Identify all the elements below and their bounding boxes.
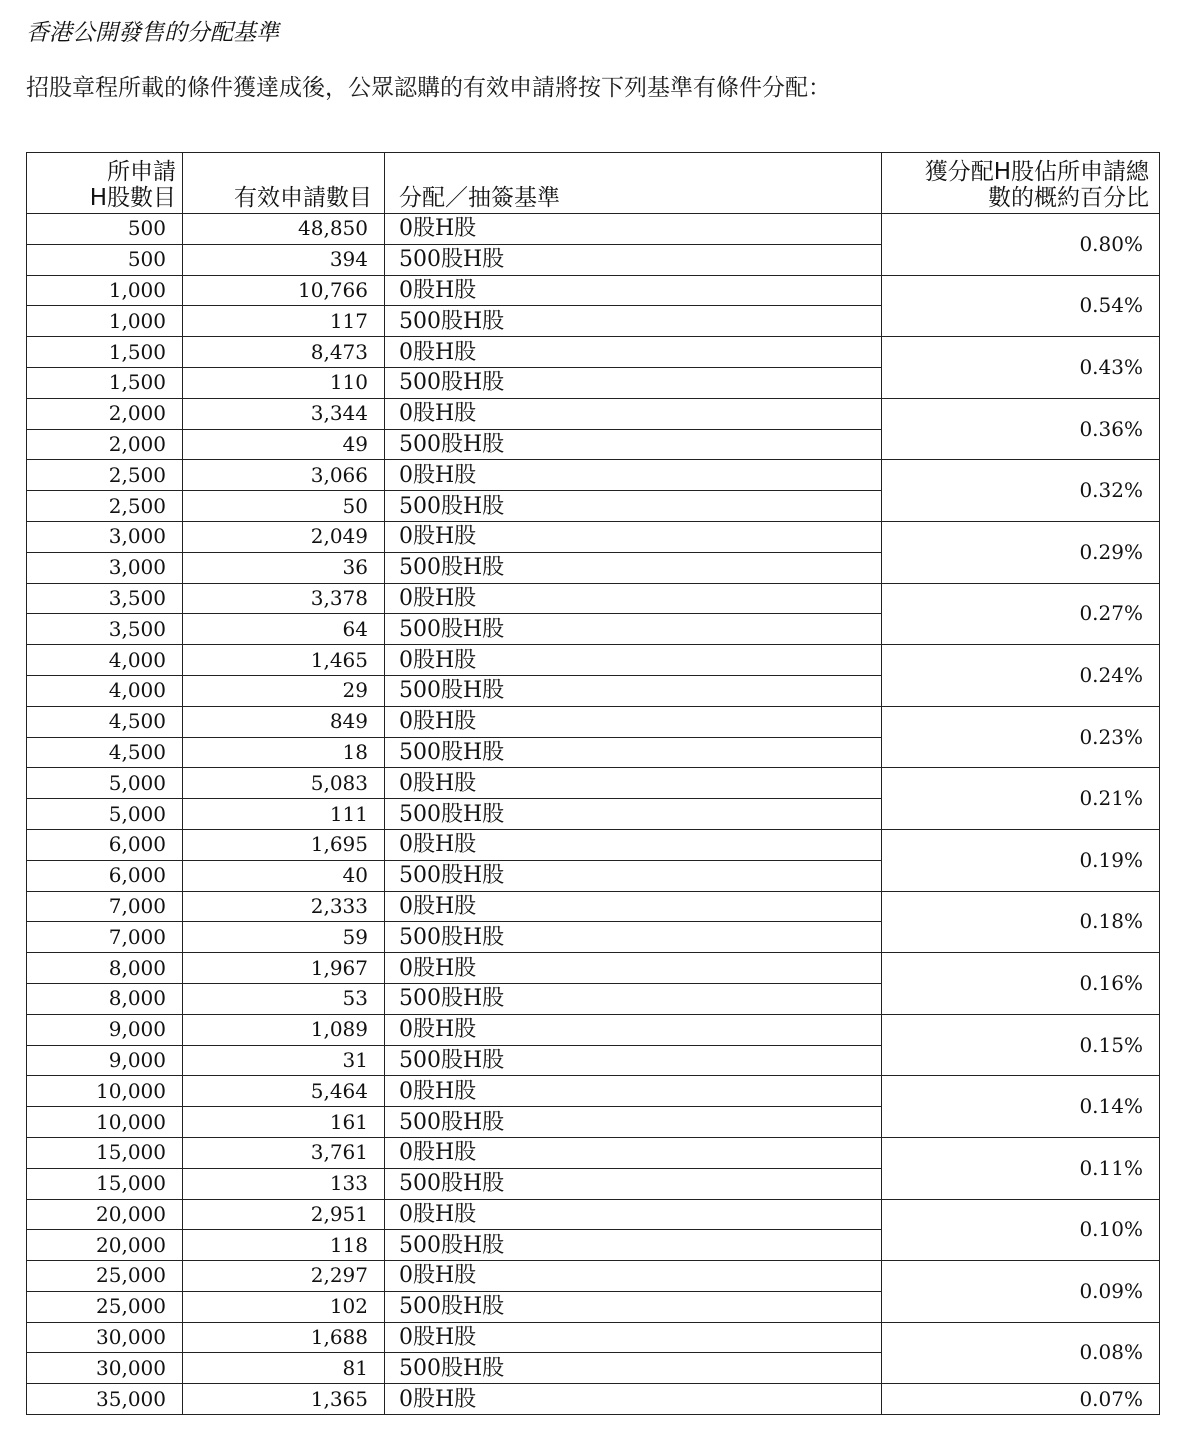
- allocation-basis-cell: 0股H股: [385, 337, 882, 368]
- allocation-basis-cell: 500股H股: [385, 306, 882, 337]
- approx-percentage-cell: 0.80%: [882, 214, 1160, 276]
- allocation-basis-cell: 0股H股: [385, 953, 882, 984]
- applied-shares-cell: 9,000: [27, 1014, 183, 1045]
- table-header: [27, 153, 1160, 214]
- valid-applications-cell: 29: [183, 675, 385, 706]
- approx-percentage-cell: 0.08%: [882, 1322, 1160, 1384]
- table-row: [27, 953, 1160, 984]
- approx-percentage-cell: 0.14%: [882, 1076, 1160, 1138]
- approx-percentage-cell: 0.11%: [882, 1137, 1160, 1199]
- approx-percentage-cell: 0.32%: [882, 460, 1160, 522]
- approx-percentage-cell: 0.43%: [882, 337, 1160, 399]
- table-row: [27, 706, 1160, 737]
- applied-shares-cell: 7,000: [27, 922, 183, 953]
- applied-shares-cell: 2,000: [27, 429, 183, 460]
- header-approx-percentage: [882, 153, 1160, 214]
- applied-shares-cell: 25,000: [27, 1261, 183, 1292]
- applied-shares-cell: 1,000: [27, 275, 183, 306]
- approx-percentage-cell: 0.15%: [882, 1014, 1160, 1076]
- header-applied-line1: 所申請: [107, 159, 176, 185]
- applied-shares-cell: 6,000: [27, 829, 183, 860]
- valid-applications-cell: 394: [183, 244, 385, 275]
- valid-applications-cell: 1,365: [183, 1384, 385, 1415]
- table-row: [27, 768, 1160, 799]
- allocation-basis-cell: 0股H股: [385, 1137, 882, 1168]
- valid-applications-cell: 849: [183, 706, 385, 737]
- applied-shares-cell: 6,000: [27, 860, 183, 891]
- applied-shares-cell: 7,000: [27, 891, 183, 922]
- valid-applications-cell: 1,967: [183, 953, 385, 984]
- allocation-basis-cell: 0股H股: [385, 521, 882, 552]
- valid-applications-cell: 117: [183, 306, 385, 337]
- valid-applications-cell: 48,850: [183, 214, 385, 245]
- header-row: [27, 153, 1160, 214]
- table-row: [27, 1322, 1160, 1353]
- applied-shares-cell: 2,500: [27, 491, 183, 522]
- applied-shares-cell: 4,500: [27, 706, 183, 737]
- valid-applications-cell: 5,464: [183, 1076, 385, 1107]
- applied-shares-cell: 3,500: [27, 614, 183, 645]
- table-row: [27, 337, 1160, 368]
- header-percent-line2: 數的概約百分比: [988, 185, 1149, 211]
- applied-shares-cell: 20,000: [27, 1199, 183, 1230]
- applied-shares-cell: 10,000: [27, 1107, 183, 1138]
- allocation-basis-cell: 0股H股: [385, 583, 882, 614]
- allocation-basis-cell: 0股H股: [385, 1014, 882, 1045]
- approx-percentage-cell: 0.27%: [882, 583, 1160, 645]
- approx-percentage-cell: 0.29%: [882, 521, 1160, 583]
- applied-shares-cell: 1,500: [27, 367, 183, 398]
- valid-applications-cell: 64: [183, 614, 385, 645]
- table-row: [27, 583, 1160, 614]
- valid-applications-cell: 2,049: [183, 521, 385, 552]
- applied-shares-cell: 3,000: [27, 521, 183, 552]
- applied-shares-cell: 35,000: [27, 1384, 183, 1415]
- applied-shares-cell: 20,000: [27, 1230, 183, 1261]
- table-row: [27, 891, 1160, 922]
- allocation-basis-cell: 500股H股: [385, 1107, 882, 1138]
- applied-shares-cell: 30,000: [27, 1322, 183, 1353]
- allocation-basis-cell: 0股H股: [385, 645, 882, 676]
- approx-percentage-cell: 0.18%: [882, 891, 1160, 953]
- allocation-basis-cell: 0股H股: [385, 214, 882, 245]
- valid-applications-cell: 10,766: [183, 275, 385, 306]
- header-valid-applications: 有效申請數目: [183, 153, 385, 214]
- allocation-basis-cell: 0股H股: [385, 706, 882, 737]
- valid-applications-cell: 102: [183, 1291, 385, 1322]
- allocation-basis-cell: 500股H股: [385, 367, 882, 398]
- header-allocation-basis: 分配／抽簽基準: [385, 153, 882, 214]
- valid-applications-cell: 50: [183, 491, 385, 522]
- allocation-basis-cell: 0股H股: [385, 1261, 882, 1292]
- allocation-basis-cell: 500股H股: [385, 244, 882, 275]
- applied-shares-cell: 3,500: [27, 583, 183, 614]
- table-body: [27, 214, 1160, 1415]
- valid-applications-cell: 3,378: [183, 583, 385, 614]
- allocation-basis-cell: 500股H股: [385, 922, 882, 953]
- valid-applications-cell: 161: [183, 1107, 385, 1138]
- table-row: [27, 275, 1160, 306]
- allocation-basis-cell: 500股H股: [385, 552, 882, 583]
- valid-applications-cell: 3,344: [183, 398, 385, 429]
- valid-applications-cell: 31: [183, 1045, 385, 1076]
- approx-percentage-cell: 0.07%: [882, 1384, 1160, 1415]
- applied-shares-cell: 4,000: [27, 675, 183, 706]
- allocation-basis-cell: 0股H股: [385, 1076, 882, 1107]
- allocation-basis-cell: 500股H股: [385, 1353, 882, 1384]
- allocation-basis-cell: 0股H股: [385, 768, 882, 799]
- valid-applications-cell: 18: [183, 737, 385, 768]
- table-row: [27, 1384, 1160, 1415]
- valid-applications-cell: 133: [183, 1168, 385, 1199]
- allocation-basis-cell: 500股H股: [385, 1168, 882, 1199]
- table-row: [27, 1014, 1160, 1045]
- allocation-basis-cell: 500股H股: [385, 429, 882, 460]
- applied-shares-cell: 1,500: [27, 337, 183, 368]
- valid-applications-cell: 3,761: [183, 1137, 385, 1168]
- table-row: [27, 1199, 1160, 1230]
- table-row: [27, 1137, 1160, 1168]
- valid-applications-cell: 5,083: [183, 768, 385, 799]
- applied-shares-cell: 1,000: [27, 306, 183, 337]
- allocation-basis-cell: 500股H股: [385, 983, 882, 1014]
- applied-shares-cell: 8,000: [27, 983, 183, 1014]
- valid-applications-cell: 1,695: [183, 829, 385, 860]
- valid-applications-cell: 36: [183, 552, 385, 583]
- approx-percentage-cell: 0.10%: [882, 1199, 1160, 1261]
- approx-percentage-cell: 0.16%: [882, 953, 1160, 1015]
- allocation-table: [26, 152, 1160, 1415]
- valid-applications-cell: 2,333: [183, 891, 385, 922]
- valid-applications-cell: 3,066: [183, 460, 385, 491]
- applied-shares-cell: 9,000: [27, 1045, 183, 1076]
- valid-applications-cell: 1,089: [183, 1014, 385, 1045]
- table-row: [27, 1076, 1160, 1107]
- allocation-basis-cell: 0股H股: [385, 398, 882, 429]
- table-row: [27, 460, 1160, 491]
- header-applied-shares: [27, 153, 183, 214]
- applied-shares-cell: 15,000: [27, 1168, 183, 1199]
- approx-percentage-cell: 0.24%: [882, 645, 1160, 707]
- valid-applications-cell: 49: [183, 429, 385, 460]
- allocation-basis-cell: 0股H股: [385, 1384, 882, 1415]
- approx-percentage-cell: 0.19%: [882, 829, 1160, 891]
- allocation-basis-cell: 0股H股: [385, 275, 882, 306]
- allocation-basis-cell: 500股H股: [385, 1045, 882, 1076]
- header-percent-line1: 獲分配H股佔所申請總: [924, 159, 1149, 185]
- applied-shares-cell: 500: [27, 214, 183, 245]
- valid-applications-cell: 118: [183, 1230, 385, 1261]
- valid-applications-cell: 81: [183, 1353, 385, 1384]
- approx-percentage-cell: 0.23%: [882, 706, 1160, 768]
- valid-applications-cell: 111: [183, 799, 385, 830]
- valid-applications-cell: 53: [183, 983, 385, 1014]
- table-row: [27, 645, 1160, 676]
- valid-applications-cell: 1,688: [183, 1322, 385, 1353]
- allocation-basis-cell: 500股H股: [385, 860, 882, 891]
- applied-shares-cell: 500: [27, 244, 183, 275]
- approx-percentage-cell: 0.54%: [882, 275, 1160, 337]
- allocation-basis-cell: 500股H股: [385, 675, 882, 706]
- valid-applications-cell: 8,473: [183, 337, 385, 368]
- table-row: [27, 829, 1160, 860]
- applied-shares-cell: 30,000: [27, 1353, 183, 1384]
- allocation-basis-cell: 500股H股: [385, 799, 882, 830]
- applied-shares-cell: 2,000: [27, 398, 183, 429]
- applied-shares-cell: 2,500: [27, 460, 183, 491]
- allocation-basis-cell: 500股H股: [385, 1291, 882, 1322]
- valid-applications-cell: 110: [183, 367, 385, 398]
- table-row: [27, 1261, 1160, 1292]
- valid-applications-cell: 1,465: [183, 645, 385, 676]
- applied-shares-cell: 5,000: [27, 799, 183, 830]
- valid-applications-cell: 2,297: [183, 1261, 385, 1292]
- applied-shares-cell: 10,000: [27, 1076, 183, 1107]
- valid-applications-cell: 59: [183, 922, 385, 953]
- page-title: 香港公開發售的分配基準: [26, 20, 279, 46]
- applied-shares-cell: 15,000: [27, 1137, 183, 1168]
- allocation-basis-cell: 500股H股: [385, 614, 882, 645]
- allocation-basis-cell: 0股H股: [385, 1199, 882, 1230]
- allocation-basis-cell: 0股H股: [385, 460, 882, 491]
- applied-shares-cell: 3,000: [27, 552, 183, 583]
- approx-percentage-cell: 0.36%: [882, 398, 1160, 460]
- table-row: [27, 398, 1160, 429]
- applied-shares-cell: 4,500: [27, 737, 183, 768]
- allocation-basis-cell: 500股H股: [385, 1230, 882, 1261]
- applied-shares-cell: 4,000: [27, 645, 183, 676]
- approx-percentage-cell: 0.09%: [882, 1261, 1160, 1323]
- allocation-basis-cell: 500股H股: [385, 737, 882, 768]
- applied-shares-cell: 8,000: [27, 953, 183, 984]
- allocation-basis-cell: 500股H股: [385, 491, 882, 522]
- header-applied-line2: H股數目: [89, 185, 176, 211]
- allocation-basis-cell: 0股H股: [385, 891, 882, 922]
- intro-paragraph: 招股章程所載的條件獲達成後，公眾認購的有效申請將按下列基準有條件分配：: [26, 75, 831, 101]
- approx-percentage-cell: 0.21%: [882, 768, 1160, 830]
- applied-shares-cell: 5,000: [27, 768, 183, 799]
- valid-applications-cell: 40: [183, 860, 385, 891]
- allocation-basis-cell: 0股H股: [385, 829, 882, 860]
- table-row: [27, 521, 1160, 552]
- table-row: [27, 214, 1160, 245]
- valid-applications-cell: 2,951: [183, 1199, 385, 1230]
- applied-shares-cell: 25,000: [27, 1291, 183, 1322]
- allocation-basis-cell: 0股H股: [385, 1322, 882, 1353]
